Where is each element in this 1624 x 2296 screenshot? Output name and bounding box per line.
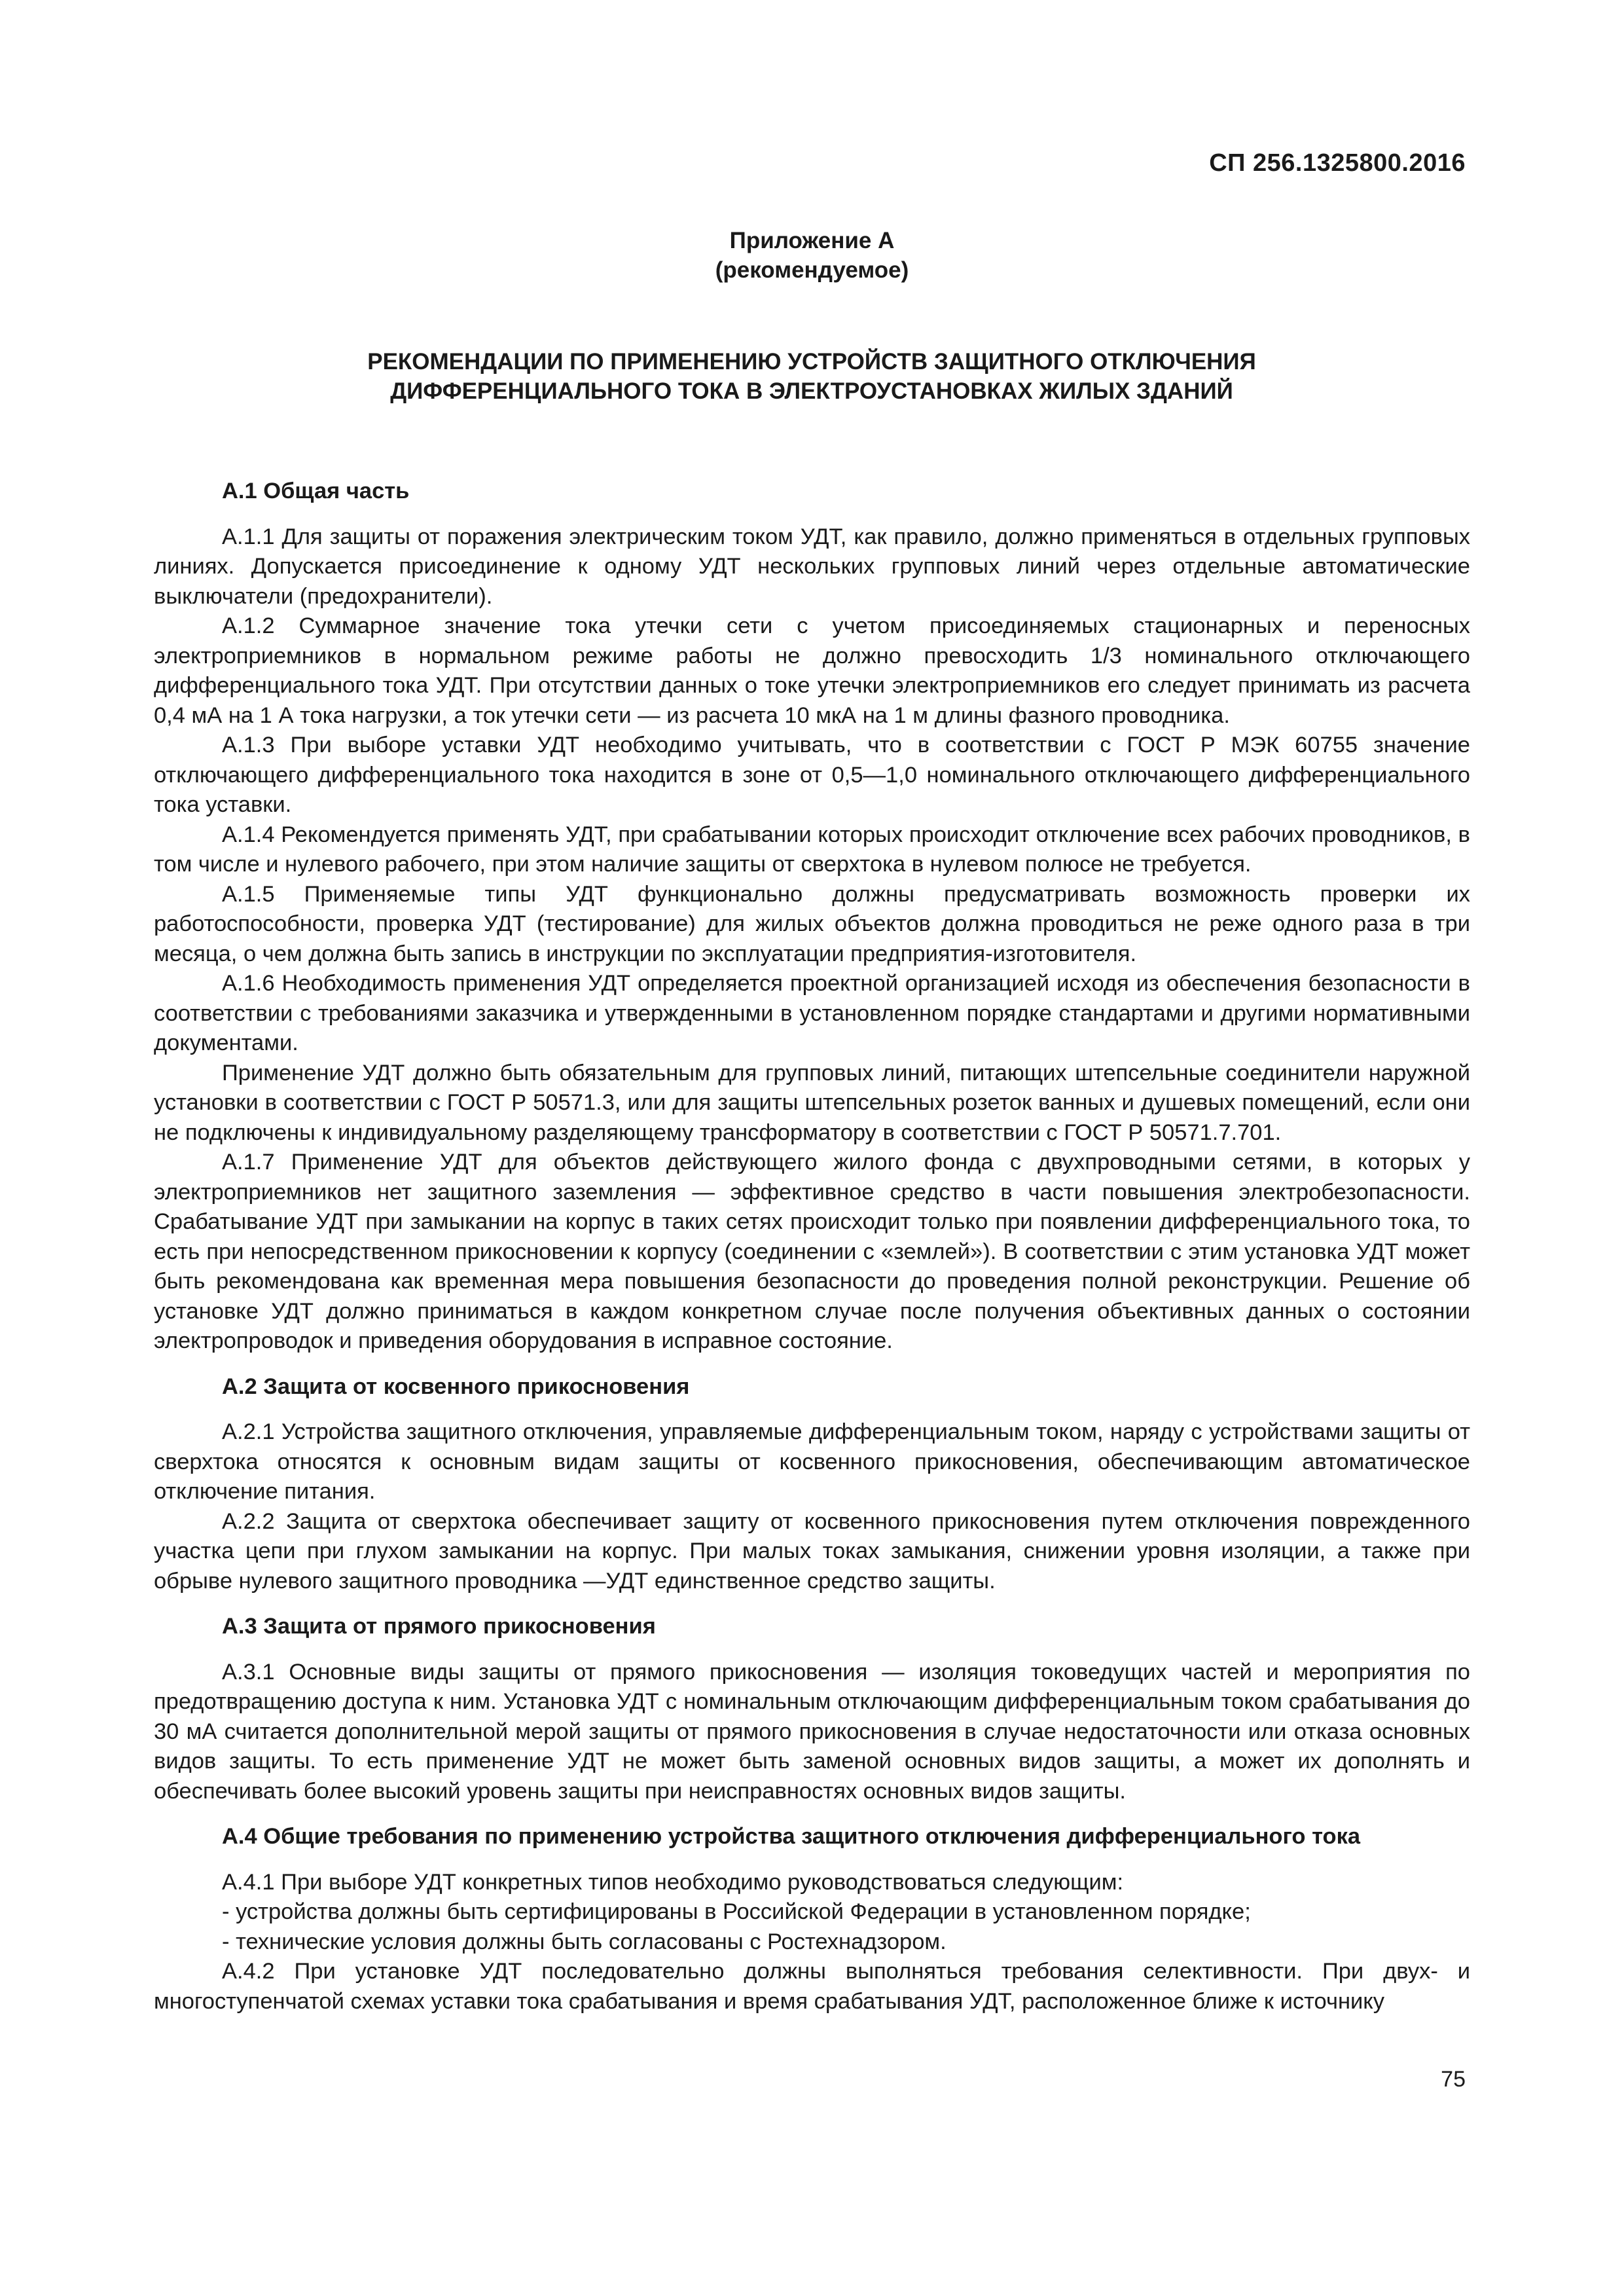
document-body — [154, 477, 1470, 2016]
paragraph-a1-5: А.1.5 Применяемые типы УДТ функционально должны предусматривать возможность проверки их работоспособности, проверка УДТ (тестирование) для жилых объектов должна проводиться не реже одного раза в три месяца, о чем должна быть запись в инструкции по эксплуатации предприятия-изготовителя. — [154, 881, 1470, 966]
paragraph-a1-6: А.1.6 Необходимость применения УДТ определяется проектной организацией исходя из обеспечения безопасности в соответствии с требованиями заказчика и утвержденными в установленном порядке стандартами и другими нормативными документами. — [154, 971, 1470, 1055]
paragraph-a2-1: А.2.1 Устройства защитного отключения, управляемые дифференциальным током, наряду с устройствами защиты от сверхтока относятся к основным видам защиты от косвенного прикосновения, обеспечивающим автоматическое отключение питания. — [154, 1419, 1470, 1504]
appendix-status: (рекомендуемое) — [715, 257, 909, 283]
section-title-a1: А.1 Общая часть — [222, 479, 410, 503]
main-title — [196, 347, 1427, 406]
paragraph-a3-1: А.3.1 Основные виды защиты от прямого прикосновения — изоляция токоведущих частей и мероприятия по предотвращению доступа к ним. Установка УДТ с номинальным отключающим дифференциальным током срабатывания до 30 мА считается дополнительной мерой защиты от прямого прикосновения в случае недостаточности или отказа основных видов защиты. То есть применение УДТ не может быть заменой основных видов защиты, а может их дополнять и обеспечивать более высокий уровень защиты при неисправностях основных видов защиты. — [154, 1659, 1470, 1804]
paragraph-a1-4: А.1.4 Рекомендуется применять УДТ, при срабатывании которых происходит отключение всех рабочих проводников, в том числе и нулевого рабочего, при этом наличие защиты от сверхтока в нулевом полюсе не требуется. — [154, 822, 1470, 877]
paragraph-a1-3: А.1.3 При выборе уставки УДТ необходимо учитывать, что в соответствии с ГОСТ Р МЭК 60755 значение отключающего дифференциального тока находится в зоне от 0,5—1,0 номинального отключающего дифференциального тока уставки. — [154, 733, 1470, 817]
main-title-line-1: РЕКОМЕНДАЦИИ ПО ПРИМЕНЕНИЮ УСТРОЙСТВ ЗАЩИТНОГО ОТКЛЮЧЕНИЯ — [367, 349, 1256, 374]
list-item-a4-2: - технические условия должны быть согласованы с Ростехнадзором. — [222, 1929, 947, 1954]
paragraph-a4-1: А.4.1 При выборе УДТ конкретных типов необходимо руководствоваться следующим: — [222, 1869, 1124, 1895]
paragraph-a4-2: А.4.2 При установке УДТ последовательно должны выполняться требования селективности. При двух- и многоступенчатой схемах уставки тока срабатывания и время срабатывания УДТ, расположенное ближе к источнику — [154, 1959, 1470, 2014]
appendix-heading — [0, 226, 1624, 285]
main-title-line-2: ДИФФЕРЕНЦИАЛЬНОГО ТОКА В ЭЛЕКТРОУСТАНОВКАХ ЖИЛЫХ ЗДАНИЙ — [390, 378, 1233, 404]
page-number: 75 — [1441, 2067, 1466, 2092]
appendix-label: Приложение А — [729, 228, 895, 253]
paragraph-a1-2: А.1.2 Суммарное значение тока утечки сети с учетом присоединяемых стационарных и переносных электроприемников в нормальном режиме работы не должно превосходить 1/3 номинального отключающего дифференциального тока УДТ. При отсутствии данных о токе утечки электроприемников его следует принимать из расчета 0,4 мА на 1 А тока нагрузки, а ток утечки сети — из расчета 10 мкА на 1 м длины фазного проводника. — [154, 613, 1470, 728]
section-title-a4: А.4 Общие требования по применению устройства защитного отключения дифференциального тока — [222, 1824, 1361, 1849]
paragraph-a1-7: А.1.7 Применение УДТ для объектов действующего жилого фонда с двухпроводными сетями, в которых у электроприемников нет защитного заземления — эффективное средство в части повышения электробезопасности. Срабатывание УДТ при замыкании на корпус в таких сетях происходит только при появлении дифференциального тока, то есть при непосредственном прикосновении к корпусу (соединении с «землей»). В соответствии с этим установка УДТ может быть рекомендована как временная мера повышения безопасности до проведения полной реконструкции. Решение об установке УДТ должно приниматься в каждом конкретном случае после получения объективных данных о состоянии электропроводок и приведения оборудования в исправное состояние. — [154, 1150, 1470, 1353]
section-title-a3: А.3 Защита от прямого прикосновения — [222, 1614, 656, 1639]
document-code: СП 256.1325800.2016 — [1209, 149, 1466, 177]
paragraph-a2-2: А.2.2 Защита от сверхтока обеспечивает защиту от косвенного прикосновения путем отключения поврежденного участка цепи при глухом замыкании на корпус. При малых токах замыкания, снижении уровня изоляции, а также при обрыве нулевого защитного проводника —УДТ единственное средство защиты. — [154, 1508, 1470, 1594]
paragraph-a1-6-cont: Применение УДТ должно быть обязательным для групповых линий, питающих штепсельные соединители наружной установки в соответствии с ГОСТ Р 50571.3, или для защиты штепсельных розеток ванных и душевых помещений, если они не подключены к индивидуальному разделяющему трансформатору в соответствии с ГОСТ Р 50571.7.701. — [154, 1060, 1470, 1145]
paragraph-a1-1: А.1.1 Для защиты от поражения электрическим током УДТ, как правило, должно применяться в отдельных групповых линиях. Допускается присоединение к одному УДТ нескольких групповых линий через отдельные автоматические выключатели (предохранители). — [154, 524, 1470, 609]
list-item-a4-1: - устройства должны быть сертифицированы в Российской Федерации в установленном порядке; — [222, 1899, 1251, 1924]
section-title-a2: А.2 Защита от косвенного прикосновения — [222, 1374, 690, 1399]
